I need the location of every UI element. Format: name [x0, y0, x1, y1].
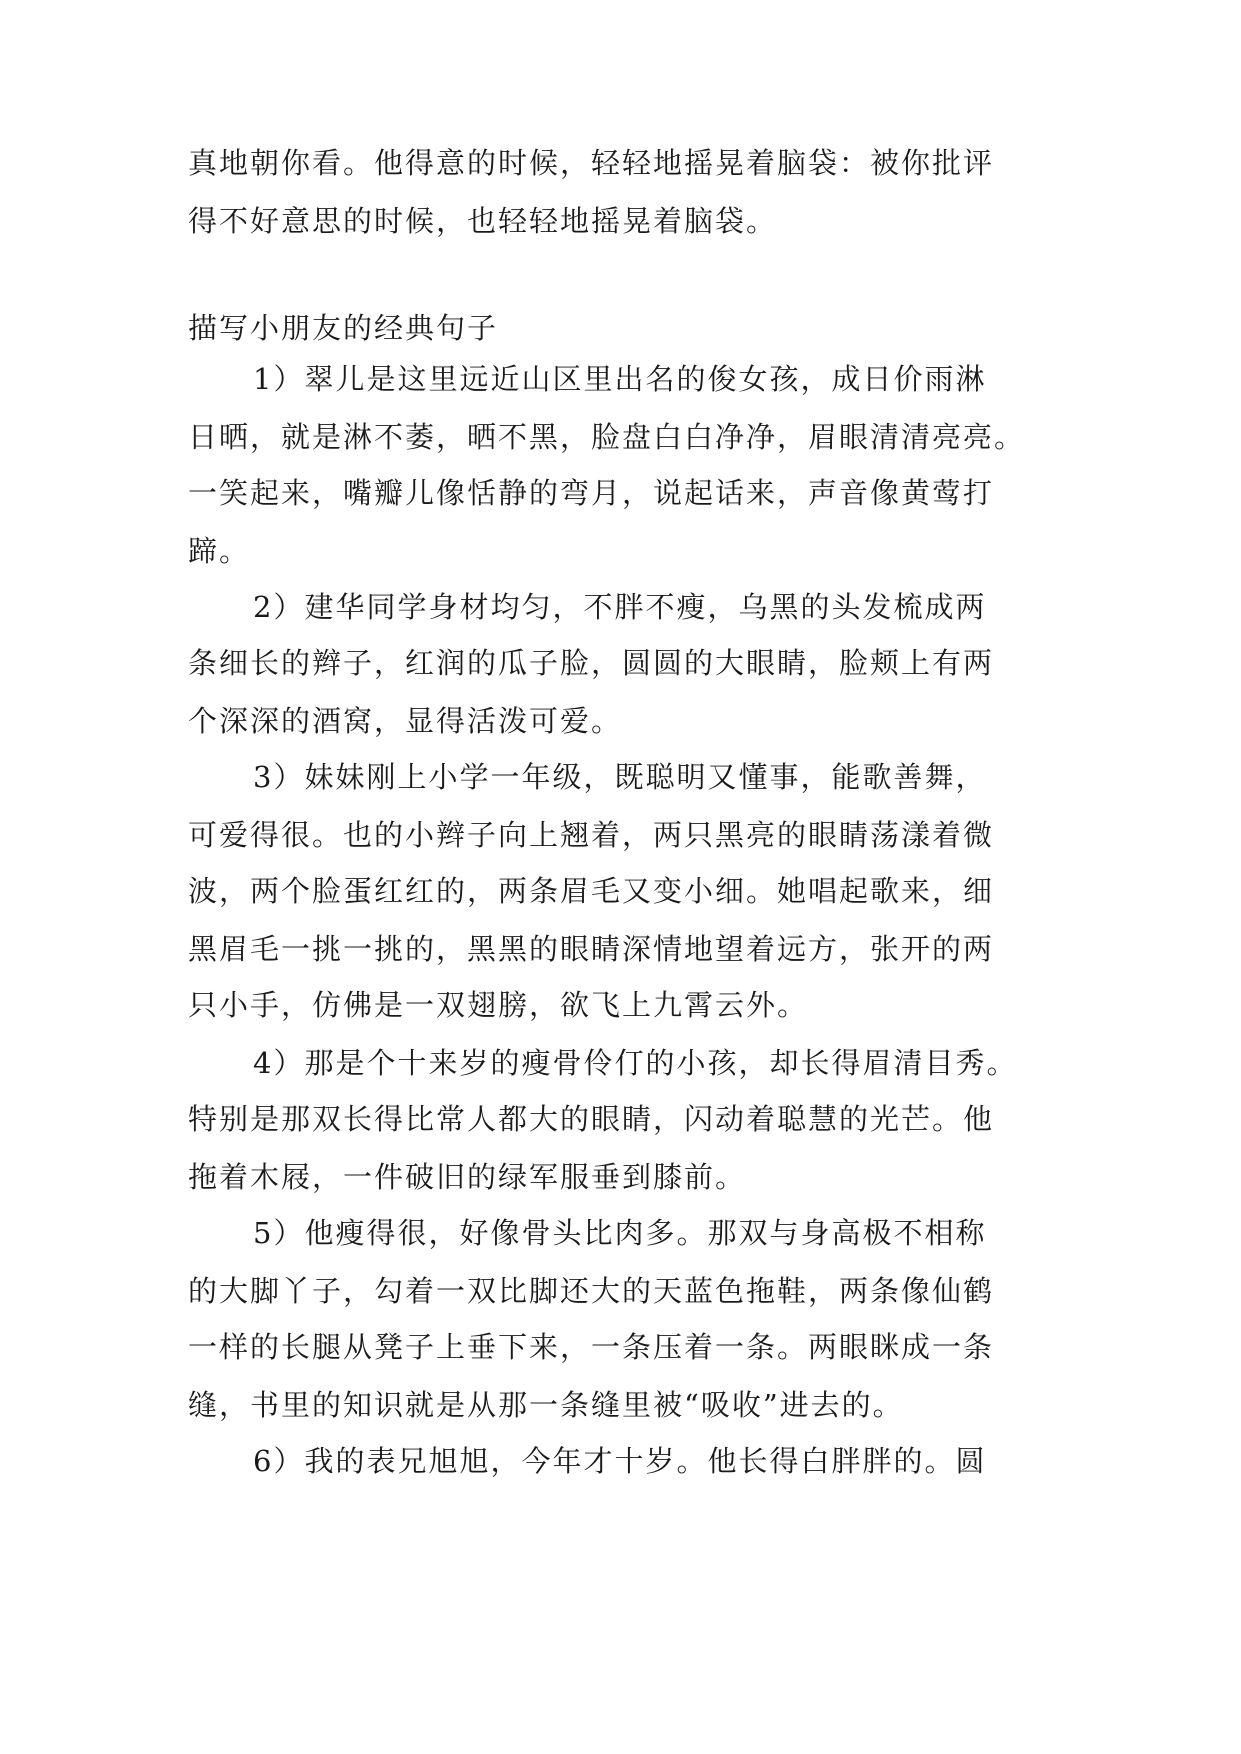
paragraph-line: 缝，书里的知识就是从那一条缝里被“吸收”进去的。	[188, 1388, 904, 1422]
section-heading: 描写小朋友的经典句子	[188, 311, 499, 345]
intro-line-1: 真地朝你看。他得意的时候，轻轻地摇晃着脑袋：被你批评	[188, 146, 995, 180]
paragraph-line: 拖着木屐，一件破旧的绿军服垂到膝前。	[188, 1160, 747, 1194]
paragraph-line: 2）建华同学身材均匀，不胖不瘦，乌黑的头发梳成两	[253, 590, 987, 624]
paragraph-line: 蹄。	[188, 534, 251, 568]
paragraph-line: 3）妹妹刚上小学一年级，既聪明又懂事，能歌善舞，	[253, 760, 987, 794]
paragraph-line: 一笑起来，嘴瓣儿像恬静的弯月，说起话来，声音像黄莺打	[188, 476, 995, 510]
paragraph-line: 5）他瘦得很，好像骨头比肉多。那双与身高极不相称	[253, 1216, 987, 1250]
paragraph-line: 6）我的表兄旭旭，今年才十岁。他长得白胖胖的。圆	[253, 1444, 987, 1478]
paragraph-line: 日晒，就是淋不萎，晒不黑，脸盘白白净净，眉眼清清亮亮。	[188, 420, 1026, 454]
paragraph-line: 4）那是个十来岁的瘦骨伶仃的小孩，却长得眉清目秀。	[253, 1046, 1018, 1080]
paragraph-line: 波，两个脸蛋红红的，两条眉毛又变小细。她唱起歌来，细	[188, 874, 995, 908]
paragraph-line: 一样的长腿从凳子上垂下来，一条压着一条。两眼眯成一条	[188, 1330, 995, 1364]
intro-line-2: 得不好意思的时候，也轻轻地摇晃着脑袋。	[188, 204, 778, 238]
paragraph-line: 条细长的辫子，红润的瓜子脸，圆圆的大眼睛，脸颊上有两	[188, 646, 995, 680]
paragraph-line: 1）翠儿是这里远近山区里出名的俊女孩，成日价雨淋	[253, 362, 987, 396]
paragraph-line: 可爱得很。也的小辫子向上翘着，两只黑亮的眼睛荡漾着微	[188, 818, 995, 852]
paragraph-line: 只小手，仿佛是一双翅膀，欲飞上九霄云外。	[188, 988, 809, 1022]
paragraph-line: 黑眉毛一挑一挑的，黑黑的眼睛深情地望着远方，张开的两	[188, 932, 995, 966]
paragraph-line: 个深深的酒窝，显得活泼可爱。	[188, 704, 623, 738]
paragraph-line: 特别是那双长得比常人都大的眼睛，闪动着聪慧的光芒。他	[188, 1102, 995, 1136]
paragraph-line: 的大脚丫子，勾着一双比脚还大的天蓝色拖鞋，两条像仙鹤	[188, 1274, 995, 1308]
